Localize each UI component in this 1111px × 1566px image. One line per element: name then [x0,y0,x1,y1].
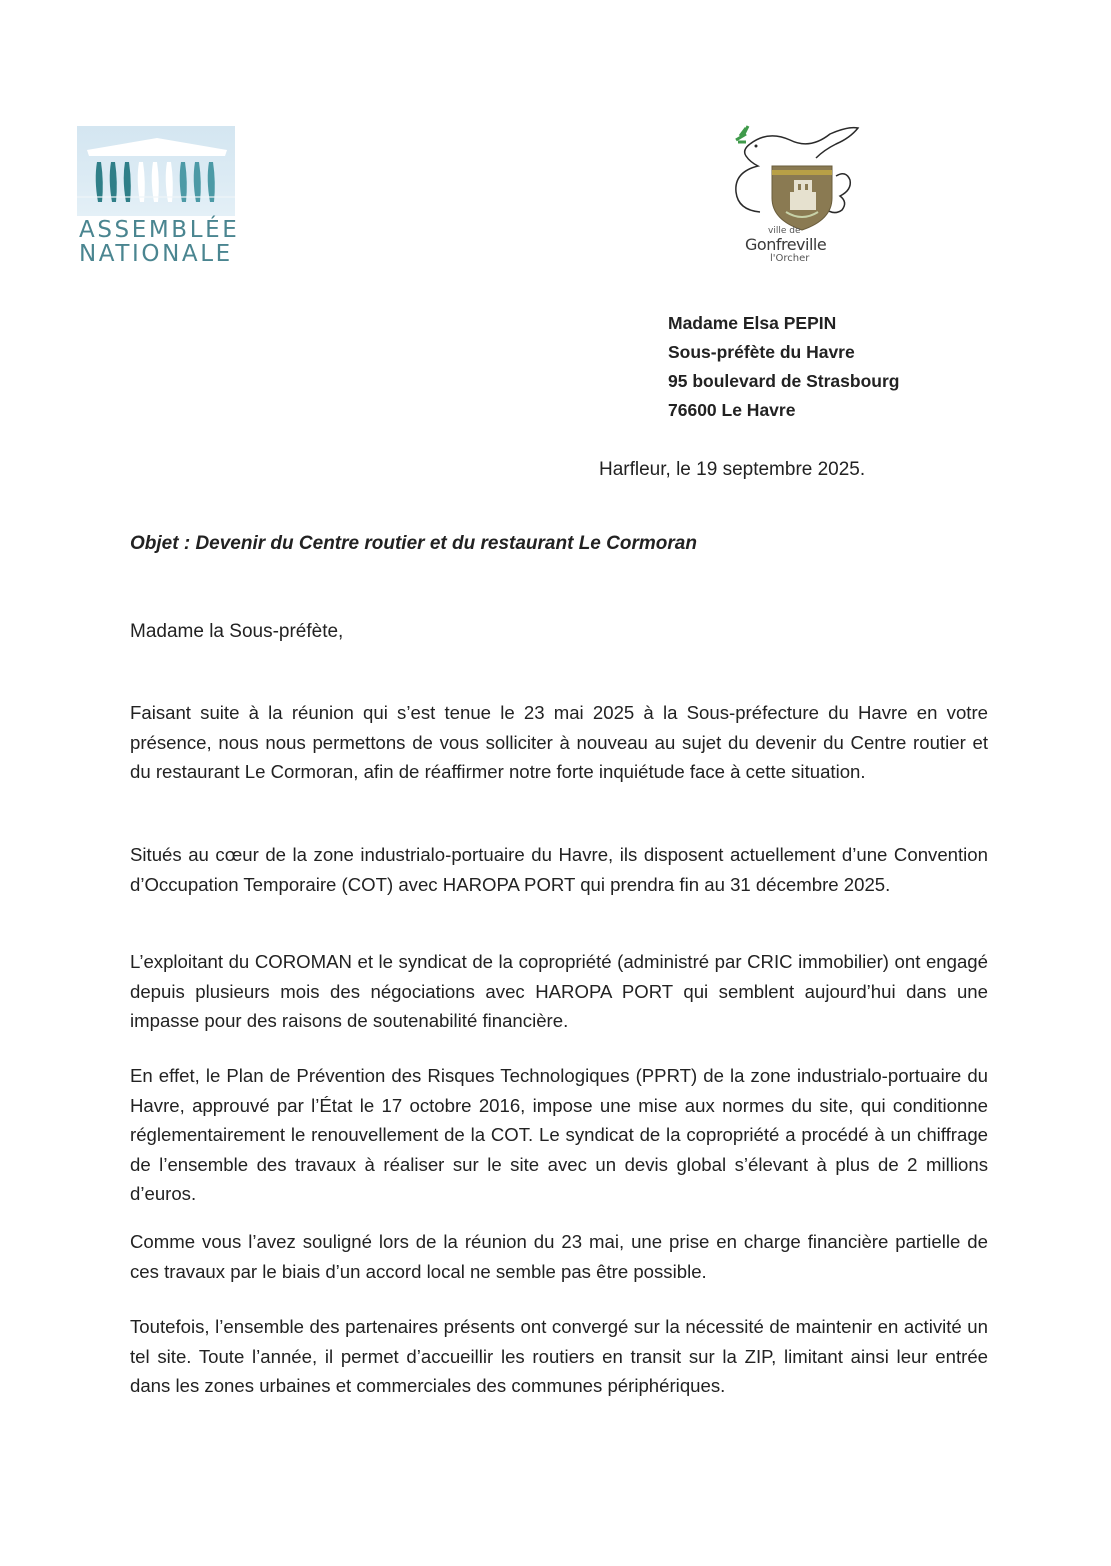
body-paragraph-2: Situés au cœur de la zone industrialo-portuaire du Havre, ils disposent actuellement d’une Convention d’Occupation Temporaire (COT) avec HAROPA PORT qui prendra fin au 31 décembre 2025. [130,844,988,895]
logo-town-name: Gonfreville [745,235,827,254]
assemblee-nationale-logo [77,126,240,274]
recipient-title: Sous-préfète du Havre [668,342,855,362]
salutation: Madame la Sous-préfète, [130,621,344,642]
body-paragraph-4: En effet, le Plan de Prévention des Risques Technologiques (PPRT) de la zone industrialo-portuaire du Havre, approuvé par l’État le 17 octobre 2016, impose une mise aux normes du site, qui conditionne réglementairement le renouvellement de la COT. Le syndicat de la copropriété a procédé à un chiffrage de l’ensemble des travaux à réaliser sur le site avec un devis global s’élevant à plus de 2 millions d’euros. [130,1065,988,1204]
gonfreville-logo [728,122,868,272]
logo-line-2: NATIONALE [79,241,233,267]
assemblee-nationale-wordmark [79,218,239,266]
logo-town-suffix: l'Orcher [770,253,810,264]
recipient-address [668,309,899,425]
body-paragraph-6: Toutefois, l’ensemble des partenaires présents ont convergé sur la nécessité de maintenir en activité un tel site. Toute l’année, il permet d’accueillir les routiers en transit sur la ZIP, limitant ainsi leur entrée dans les zones urbaines et commerciales des communes périphériques. [130,1316,988,1396]
body-paragraph-1: Faisant suite à la réunion qui s’est tenue le 23 mai 2025 à la Sous-préfecture du Havre en votre présence, nous nous permettons de vous solliciter à nouveau au sujet du devenir du Centre routier et du restaurant Le Cormoran, afin de réaffirmer notre forte inquiétude face à cette situation. [130,702,988,782]
body-paragraph-5: Comme vous l’avez souligné lors de la réunion du 23 mai, une prise en charge financière partielle de ces travaux par le biais d’un accord local ne semble pas être possible. [130,1231,988,1282]
body-paragraph-3: L’exploitant du COROMAN et le syndicat de la copropriété (administré par CRIC immobilier) ont engagé depuis plusieurs mois des négociations avec HAROPA PORT qui semblent aujourd’hui dans une impasse pour des raisons de soutenabilité financière. [130,951,988,1031]
dove-shield-icon [728,122,868,237]
place-and-date: Harfleur, le 19 septembre 2025. [599,459,866,480]
recipient-city: 76600 Le Havre [668,400,796,420]
logo-line-1: ASSEMBLÉE [79,217,240,243]
recipient-street: 95 boulevard de Strasbourg [668,371,900,391]
logo-small-text: ville de [768,226,801,236]
recipient-name: Madame Elsa PEPIN [668,313,837,333]
letter-subject: Objet : Devenir du Centre routier et du restaurant Le Cormoran [130,533,697,554]
hemicycle-columns-icon [77,126,237,218]
